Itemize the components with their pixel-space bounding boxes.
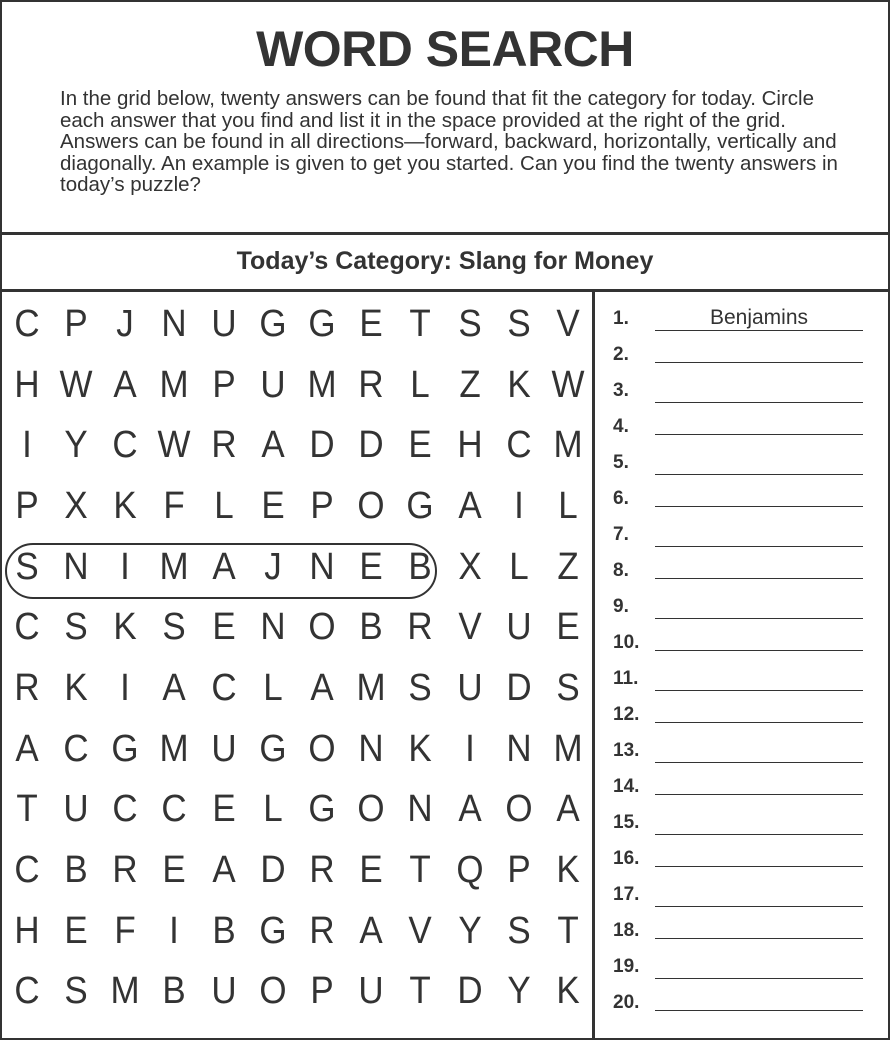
grid-cell[interactable]: S <box>408 667 432 709</box>
grid-cell[interactable]: C <box>14 303 40 345</box>
grid-cell[interactable]: A <box>458 788 482 830</box>
grid-cell[interactable]: A <box>212 849 236 891</box>
grid-cell[interactable]: S <box>507 910 531 952</box>
grid-cell[interactable]: G <box>259 303 287 345</box>
grid-cell[interactable]: A <box>113 364 137 406</box>
grid-cell[interactable]: G <box>259 910 287 952</box>
answer-blank-line <box>655 906 863 907</box>
answer-blank-line <box>655 866 863 867</box>
grid-cell[interactable]: M <box>159 728 189 770</box>
grid-cell[interactable]: Y <box>64 424 88 466</box>
grid-cell[interactable]: O <box>357 788 385 830</box>
grid-cell[interactable]: H <box>14 910 40 952</box>
grid-cell[interactable]: A <box>556 788 580 830</box>
answer-number: 13. <box>613 740 640 761</box>
answer-blank-line <box>655 578 863 579</box>
grid-cell[interactable]: U <box>457 667 483 709</box>
grid-cell[interactable]: E <box>212 606 236 648</box>
grid-cell[interactable]: C <box>14 970 40 1012</box>
grid-cell[interactable]: I <box>514 485 524 527</box>
grid-cell[interactable]: X <box>64 485 88 527</box>
grid-cell[interactable]: D <box>358 424 384 466</box>
answer-row <box>595 596 888 632</box>
answer-number: 1. <box>613 308 629 329</box>
grid-cell[interactable]: V <box>408 910 432 952</box>
answer-row <box>595 956 888 992</box>
grid-cell[interactable]: O <box>308 728 336 770</box>
answer-text[interactable]: Benjamins <box>709 306 809 329</box>
grid-cell[interactable]: P <box>507 849 531 891</box>
answer-number: 18. <box>613 920 640 941</box>
grid-cell[interactable]: X <box>458 546 482 588</box>
grid-cell[interactable]: D <box>309 424 335 466</box>
answer-blank-line <box>655 690 863 691</box>
answer-blank-line <box>655 474 863 475</box>
grid-cell[interactable]: P <box>64 303 88 345</box>
grid-cell[interactable]: N <box>260 606 286 648</box>
answer-blank-line <box>655 434 863 435</box>
grid-cell[interactable]: L <box>214 485 234 527</box>
grid-cell[interactable]: C <box>506 424 532 466</box>
grid-cell[interactable]: C <box>211 667 237 709</box>
grid-cell[interactable]: T <box>409 303 431 345</box>
grid-cell[interactable]: U <box>211 303 237 345</box>
grid-cell[interactable]: J <box>264 546 282 588</box>
answer-blank-line <box>655 722 863 723</box>
grid-cell[interactable]: R <box>358 364 384 406</box>
grid-cell[interactable]: P <box>310 485 334 527</box>
grid-cell[interactable]: P <box>15 485 39 527</box>
grid-row <box>2 415 592 475</box>
category-bar <box>2 235 888 292</box>
grid-row <box>2 355 592 415</box>
grid-cell[interactable]: I <box>120 546 130 588</box>
grid-cell[interactable]: N <box>309 546 335 588</box>
grid-cell[interactable]: C <box>14 849 40 891</box>
answer-number: 19. <box>613 956 640 977</box>
grid-cell[interactable]: N <box>161 303 187 345</box>
grid-cell[interactable]: G <box>111 728 139 770</box>
grid-cell[interactable]: W <box>59 364 93 406</box>
grid-cell[interactable]: C <box>14 606 40 648</box>
answer-row <box>595 848 888 884</box>
grid-cell[interactable]: A <box>15 728 39 770</box>
answer-row <box>595 632 888 668</box>
grid-cell[interactable]: S <box>556 667 580 709</box>
answer-blank-line <box>655 546 863 547</box>
grid-cell[interactable]: W <box>157 424 191 466</box>
grid-row <box>2 476 592 536</box>
puzzle-title: WORD SEARCH <box>256 21 634 77</box>
grid-cell[interactable]: K <box>408 728 432 770</box>
grid-cell[interactable]: D <box>260 849 286 891</box>
grid-row <box>2 779 592 839</box>
grid-cell[interactable]: M <box>159 546 189 588</box>
grid-row <box>2 840 592 900</box>
grid-cell[interactable]: I <box>120 667 130 709</box>
grid-cell[interactable]: L <box>509 546 529 588</box>
answer-number: 20. <box>613 992 640 1013</box>
grid-cell[interactable]: A <box>310 667 334 709</box>
grid-cell[interactable]: E <box>359 849 383 891</box>
grid-cell[interactable]: A <box>458 485 482 527</box>
grid-cell[interactable]: S <box>458 303 482 345</box>
grid-cell[interactable]: I <box>465 728 475 770</box>
answer-number: 7. <box>613 524 629 545</box>
answer-row <box>595 668 888 704</box>
answer-blank-line <box>655 762 863 763</box>
grid-cell[interactable]: T <box>409 970 431 1012</box>
grid-cell[interactable]: E <box>359 303 383 345</box>
grid-cell[interactable]: W <box>551 364 585 406</box>
grid-cell[interactable]: K <box>113 485 137 527</box>
grid-row <box>2 597 592 657</box>
grid-cell[interactable]: I <box>169 910 179 952</box>
answer-blank-line <box>655 794 863 795</box>
grid-cell[interactable]: O <box>259 970 287 1012</box>
answer-number: 15. <box>613 812 640 833</box>
grid-cell[interactable]: S <box>162 606 186 648</box>
answer-number: 2. <box>613 344 629 365</box>
grid-cell[interactable]: B <box>64 849 88 891</box>
answer-blank-line <box>655 834 863 835</box>
grid-cell[interactable]: M <box>356 667 386 709</box>
grid-cell[interactable]: C <box>112 788 138 830</box>
grid-cell[interactable]: D <box>506 667 532 709</box>
grid-cell[interactable]: R <box>211 424 237 466</box>
answer-blank-line <box>655 978 863 979</box>
grid-cell[interactable]: P <box>212 364 236 406</box>
grid-cell[interactable]: K <box>556 849 580 891</box>
answer-number: 4. <box>613 416 629 437</box>
answer-row <box>595 560 888 596</box>
grid-cell[interactable]: V <box>556 303 580 345</box>
grid-cell[interactable]: E <box>408 424 432 466</box>
answer-row <box>595 344 888 380</box>
grid-cell[interactable]: S <box>64 970 88 1012</box>
grid-cell[interactable]: N <box>63 546 89 588</box>
answer-number: 6. <box>613 488 629 509</box>
grid-cell[interactable]: Y <box>458 910 482 952</box>
answer-blank-line <box>655 1010 863 1011</box>
grid-cell[interactable]: E <box>212 788 236 830</box>
grid-cell[interactable]: B <box>162 970 186 1012</box>
answer-row <box>595 524 888 560</box>
grid-cell[interactable]: K <box>64 667 88 709</box>
answer-row <box>595 452 888 488</box>
answer-blank-line <box>655 362 863 363</box>
answer-number: 10. <box>613 632 640 653</box>
grid-cell[interactable]: A <box>212 546 236 588</box>
puzzle-header <box>2 2 888 235</box>
grid-cell[interactable]: S <box>15 546 39 588</box>
grid-cell[interactable]: G <box>308 303 336 345</box>
grid-cell[interactable]: T <box>409 849 431 891</box>
grid-cell[interactable]: U <box>211 970 237 1012</box>
answer-number: 3. <box>613 380 629 401</box>
grid-cell[interactable]: A <box>261 424 285 466</box>
grid-row <box>2 294 592 354</box>
answer-number: 9. <box>613 596 629 617</box>
grid-cell[interactable]: T <box>557 910 579 952</box>
answer-row <box>595 920 888 956</box>
answer-row <box>595 812 888 848</box>
grid-cell[interactable]: R <box>309 910 335 952</box>
grid-cell[interactable]: K <box>507 364 531 406</box>
answer-blank-line <box>655 938 863 939</box>
answer-number: 14. <box>613 776 640 797</box>
grid-cell[interactable]: Y <box>507 970 531 1012</box>
grid-cell[interactable]: N <box>358 728 384 770</box>
grid-cell[interactable]: U <box>63 788 89 830</box>
grid-cell[interactable]: M <box>553 424 583 466</box>
grid-row <box>2 658 592 718</box>
grid-cell[interactable]: C <box>112 424 138 466</box>
answer-row <box>595 776 888 812</box>
grid-cell[interactable]: U <box>358 970 384 1012</box>
grid-cell[interactable]: C <box>161 788 187 830</box>
grid-cell[interactable]: M <box>159 364 189 406</box>
grid-cell[interactable]: G <box>259 728 287 770</box>
grid-cell[interactable]: K <box>556 970 580 1012</box>
grid-cell[interactable]: E <box>162 849 186 891</box>
answer-row <box>595 488 888 524</box>
grid-cell[interactable]: E <box>64 910 88 952</box>
grid-cell[interactable]: B <box>359 606 383 648</box>
answer-row <box>595 740 888 776</box>
grid-cell[interactable]: H <box>14 364 40 406</box>
puzzle-instructions: In the grid below, twenty answers can be found that fit the category for today. Circle each answer that you find and list it in the space provided at the right of the grid. Answers can be found in all directions—forward, backward, horizontally, vertically and diagonally. An example is given to get you started. Can you find the twenty answers in today’s puzzle? <box>60 87 838 196</box>
grid-cell[interactable]: B <box>212 910 236 952</box>
grid-cell[interactable]: S <box>64 606 88 648</box>
grid-cell[interactable]: I <box>22 424 32 466</box>
grid-cell[interactable]: N <box>506 728 532 770</box>
grid-cell[interactable]: U <box>506 606 532 648</box>
grid-cell[interactable]: M <box>110 970 140 1012</box>
grid-cell[interactable]: O <box>357 485 385 527</box>
answer-number: 16. <box>613 848 640 869</box>
answer-number: 8. <box>613 560 629 581</box>
grid-cell[interactable]: Q <box>456 849 484 891</box>
grid-cell[interactable]: C <box>63 728 89 770</box>
grid-cell[interactable]: R <box>309 849 335 891</box>
grid-cell[interactable]: O <box>308 606 336 648</box>
grid-cell[interactable]: F <box>114 910 136 952</box>
answer-row <box>595 704 888 740</box>
grid-cell[interactable]: G <box>406 485 434 527</box>
grid-cell[interactable]: J <box>116 303 134 345</box>
answer-number: 12. <box>613 704 640 725</box>
grid-cell[interactable]: L <box>558 485 578 527</box>
grid-cell[interactable]: A <box>359 910 383 952</box>
grid-cell[interactable]: P <box>310 970 334 1012</box>
grid-cell[interactable]: D <box>457 970 483 1012</box>
answer-row <box>595 308 888 344</box>
grid-cell[interactable]: V <box>458 606 482 648</box>
answer-blank-line <box>655 650 863 651</box>
letter-grid[interactable] <box>2 292 595 1038</box>
grid-cell[interactable]: L <box>263 788 283 830</box>
grid-cell[interactable]: R <box>14 667 40 709</box>
answer-blank-line <box>655 618 863 619</box>
grid-row <box>2 537 592 597</box>
grid-cell[interactable]: O <box>505 788 533 830</box>
grid-cell[interactable]: Z <box>557 546 579 588</box>
grid-cell[interactable]: L <box>263 667 283 709</box>
grid-cell[interactable]: G <box>308 788 336 830</box>
grid-cell[interactable]: F <box>163 485 185 527</box>
grid-row <box>2 719 592 779</box>
category-label: Today’s Category: Slang for Money <box>236 247 654 275</box>
grid-cell[interactable]: N <box>407 788 433 830</box>
answer-row <box>595 884 888 920</box>
answer-row <box>595 380 888 416</box>
grid-cell[interactable]: B <box>408 546 432 588</box>
grid-row <box>2 901 592 961</box>
answer-number: 17. <box>613 884 640 905</box>
grid-cell[interactable]: E <box>261 485 285 527</box>
answer-blank-line <box>655 330 863 331</box>
grid-row <box>2 961 592 1021</box>
answer-number: 5. <box>613 452 629 473</box>
grid-cell[interactable]: T <box>16 788 38 830</box>
answer-list <box>595 292 888 1038</box>
grid-cell[interactable]: U <box>260 364 286 406</box>
grid-cell[interactable]: R <box>112 849 138 891</box>
answer-blank-line <box>655 506 863 507</box>
grid-cell[interactable]: M <box>307 364 337 406</box>
answer-row <box>595 416 888 452</box>
grid-cell[interactable]: E <box>556 606 580 648</box>
grid-cell[interactable]: R <box>407 606 433 648</box>
grid-cell[interactable]: L <box>410 364 430 406</box>
answer-row <box>595 992 888 1028</box>
grid-cell[interactable]: M <box>553 728 583 770</box>
grid-cell[interactable]: A <box>162 667 186 709</box>
grid-cell[interactable]: H <box>457 424 483 466</box>
grid-cell[interactable]: E <box>359 546 383 588</box>
answer-number: 11. <box>613 668 639 689</box>
grid-cell[interactable]: U <box>211 728 237 770</box>
grid-cell[interactable]: Z <box>459 364 481 406</box>
grid-cell[interactable]: K <box>113 606 137 648</box>
grid-cell[interactable]: S <box>507 303 531 345</box>
answer-blank-line <box>655 402 863 403</box>
